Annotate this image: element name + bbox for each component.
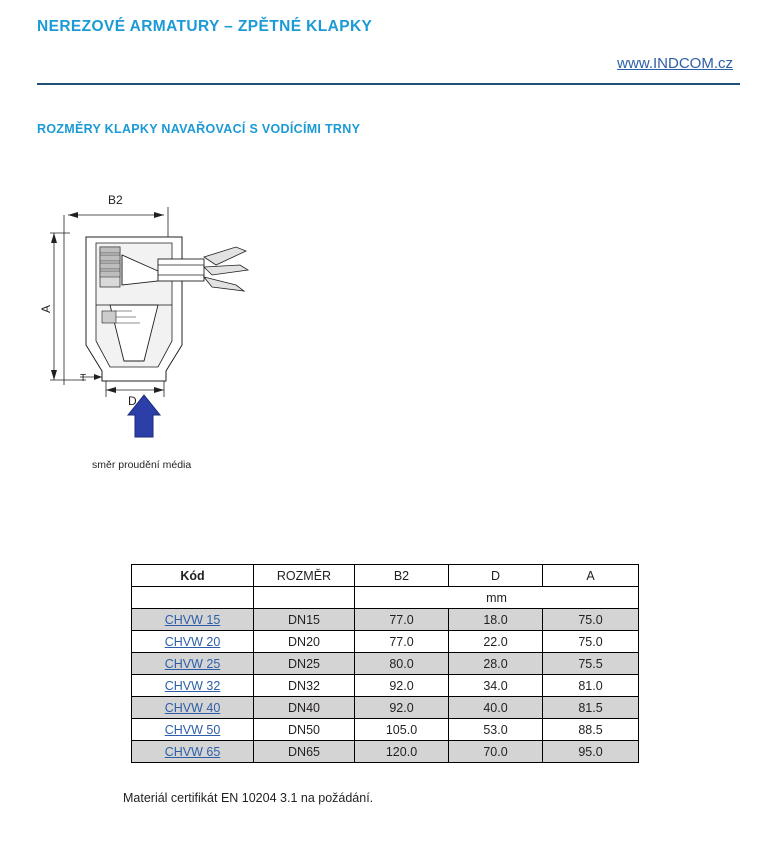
dim-label-a: A [40, 304, 53, 313]
dimensions-table-wrapper [131, 564, 638, 763]
page-header [0, 0, 777, 88]
cell-code[interactable] [132, 609, 254, 631]
units-spacer-rozmer [254, 587, 355, 609]
cell-size: DN20 [254, 631, 355, 653]
website-link[interactable]: www.INDCOM.cz [617, 55, 733, 72]
table-row [132, 697, 639, 719]
cell-a: 95.0 [543, 741, 639, 763]
table-row [132, 609, 639, 631]
cell-size: DN65 [254, 741, 355, 763]
cell-b2: 77.0 [355, 609, 449, 631]
cell-d: 53.0 [449, 719, 543, 741]
cell-b2: 80.0 [355, 653, 449, 675]
units-spacer-kod [132, 587, 254, 609]
table-row [132, 675, 639, 697]
product-code-link[interactable]: CHVW 20 [164, 634, 221, 649]
table-row [132, 653, 639, 675]
column-header-rozmer: ROZMĚR [254, 565, 355, 587]
cell-size: DN40 [254, 697, 355, 719]
table-row [132, 719, 639, 741]
cell-size: DN50 [254, 719, 355, 741]
technical-drawing [40, 185, 340, 485]
cell-d: 70.0 [449, 741, 543, 763]
product-code-link[interactable]: CHVW 65 [164, 744, 221, 759]
dimensions-table [131, 564, 639, 763]
check-valve-drawing-svg [40, 185, 340, 485]
cell-size: DN32 [254, 675, 355, 697]
cell-b2: 105.0 [355, 719, 449, 741]
column-header-d: D [449, 565, 543, 587]
table-body [132, 587, 639, 763]
cell-d: 40.0 [449, 697, 543, 719]
product-code-link[interactable]: CHVW 32 [164, 678, 221, 693]
cell-size: DN25 [254, 653, 355, 675]
cell-b2: 92.0 [355, 675, 449, 697]
cell-a: 88.5 [543, 719, 639, 741]
column-header-kod: Kód [132, 565, 254, 587]
dim-label-t: T [80, 373, 87, 384]
header-divider [37, 83, 740, 85]
cell-d: 18.0 [449, 609, 543, 631]
dim-label-b2: B2 [108, 193, 123, 207]
cell-code[interactable] [132, 675, 254, 697]
cell-code[interactable] [132, 719, 254, 741]
cell-d: 34.0 [449, 675, 543, 697]
product-code-link[interactable]: CHVW 50 [164, 722, 221, 737]
units-label-mm: mm [355, 587, 639, 609]
cell-a: 75.5 [543, 653, 639, 675]
cell-code[interactable] [132, 653, 254, 675]
cell-a: 75.0 [543, 609, 639, 631]
cell-a: 81.5 [543, 697, 639, 719]
dim-label-d: D [128, 394, 137, 408]
cell-code[interactable] [132, 631, 254, 653]
column-header-a: A [543, 565, 639, 587]
product-code-link[interactable]: CHVW 25 [164, 656, 221, 671]
cell-d: 28.0 [449, 653, 543, 675]
flow-direction-label: směr proudění média [92, 459, 192, 471]
page-title: NEREZOVÉ ARMATURY – ZPĚTNÉ KLAPKY [37, 18, 373, 35]
table-header-row [132, 565, 639, 587]
cell-size: DN15 [254, 609, 355, 631]
material-certificate-note: Materiál certifikát EN 10204 3.1 na požádání. [123, 791, 374, 805]
product-code-link[interactable]: CHVW 40 [164, 700, 221, 715]
cell-code[interactable] [132, 697, 254, 719]
column-header-b2: B2 [355, 565, 449, 587]
cell-b2: 92.0 [355, 697, 449, 719]
table-row [132, 631, 639, 653]
cell-b2: 77.0 [355, 631, 449, 653]
cell-a: 81.0 [543, 675, 639, 697]
product-code-link[interactable]: CHVW 15 [164, 612, 221, 627]
table-row [132, 741, 639, 763]
cell-a: 75.0 [543, 631, 639, 653]
table-units-row [132, 587, 639, 609]
section-subtitle: ROZMĚRY KLAPKY NAVAŘOVACÍ S VODÍCÍMI TRNY [37, 122, 361, 136]
cell-code[interactable] [132, 741, 254, 763]
cell-d: 22.0 [449, 631, 543, 653]
cell-b2: 120.0 [355, 741, 449, 763]
